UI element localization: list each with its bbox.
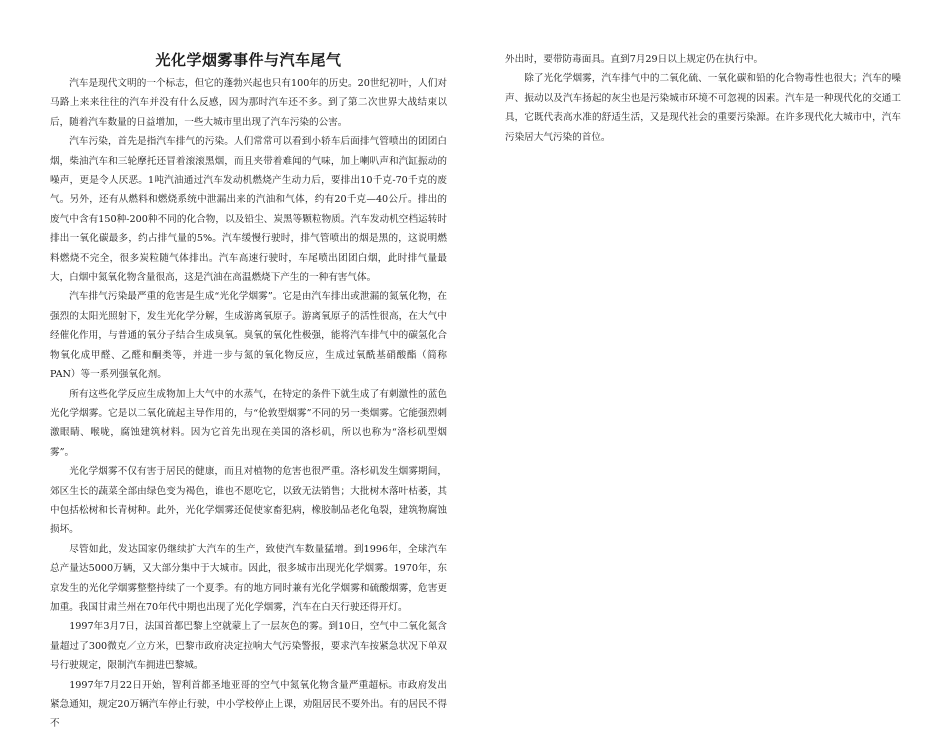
right-column bbox=[505, 50, 901, 147]
paragraph-6: 尽管如此，发达国家仍继续扩大汽车的生产，致使汽车数量猛增。到1996年，全球汽车总产量达5000万辆，又大部分集中于大城市。因此，很多城市出现光化学烟雾。1970年，东京发生的光化学烟雾整整持续了一个夏季。有的地方同时兼有光化学烟雾和硫酸烟雾，危害更加重。我国甘肃兰州在70年代中期也出现了光化学烟雾，汽车在白天行驶还得开灯。 bbox=[50, 543, 447, 613]
paragraph-1: 汽车是现代文明的一个标志，但它的蓬勃兴起也只有100年的历史。20世纪初叶，人们对马路上来来往往的汽车并没有什么反感，因为那时汽车还不多。到了第二次世界大战结束以后，随着汽车数量的日益增加，一些大城市里出现了汽车污染的公害。 bbox=[50, 78, 447, 128]
paragraph-8: 1997年7月22日开始，智利首都圣地亚哥的空气中氮氧化物含量严重超标。市政府发出紧急通知，规定20万辆汽车停止行驶，中小学校停止上课，劝阻居民不要外出。有的居民不得不 bbox=[50, 679, 447, 730]
paragraph-8-continued: 外出时，要带防毒面具。直到7月29日以上规定仍在执行中。 bbox=[505, 54, 764, 65]
left-column bbox=[50, 50, 447, 734]
paragraph-2: 汽车污染，首先是指汽车排气的污染。人们常常可以看到小轿车后面排气管喷出的团团白烟，柴油汽车和三轮摩托还冒着滚滚黑烟，而且夹带着难闻的气味，加上喇叭声和汽缸振动的噪声，更是令人厌恶。1吨汽油通过汽车发动机燃烧产生动力后，要排出10千克-70千克的废气。另外，还有从燃料和燃烧系统中泄漏出来的汽油和气体，约有20千克—40公斤。排出的废气中含有150种-200种不同的化合物，以及铅尘、炭黑等颗粒物质。汽车发动机空档运转时排出一氧化碳最多，约占排气量的5%。汽车缓慢行驶时，排气管喷出的烟是黑的，这说明燃料燃烧不完全，很多炭粒随气体排出。汽车高速行驶时，车尾喷出团团白烟，此时排气量最大，白烟中氮氧化物含量很高，这是汽油在高温燃烧下产生的一种有害气体。 bbox=[50, 136, 447, 284]
paragraph-4: 所有这些化学反应生成物加上大气中的水蒸气，在特定的条件下就生成了有刺激性的蓝色光化学烟雾。它是以二氧化硫起主导作用的，与“伦敦型烟雾”不同的另一类烟雾。它能强烈刺激眼睛、喉咙，腐蚀建筑材料。因为它首先出现在美国的洛杉矶，所以也称为“洛杉矶型烟雾”。 bbox=[50, 388, 447, 458]
paragraph-5: 光化学烟雾不仅有害于居民的健康，而且对植物的危害也很严重。洛杉矶发生烟雾期间，郊区生长的蔬菜全部由绿色变为褐色，谁也不愿吃它，以致无法销售；大批树木落叶枯萎，其中包括松树和长青树种。此外，光化学烟雾还促使家畜犯病，橡胶制品老化龟裂，建筑物腐蚀损坏。 bbox=[50, 466, 447, 536]
paragraph-9: 除了光化学烟雾，汽车排气中的二氧化硫、一氧化碳和铅的化合物毒性也很大；汽车的噪声、振动以及汽车扬起的灰尘也是污染城市环境不可忽视的因素。汽车是一种现代化的交通工具，它既代表高水准的舒适生活，又是现代社会的重要污染源。在许多现代化大城市中，汽车污染居大气污染的首位。 bbox=[505, 73, 901, 143]
paragraph-3: 汽车排气污染最严重的危害是生成“光化学烟雾”。它是由汽车排出或泄漏的氮氧化物，在强烈的太阳光照射下，发生光化学分解，生成游离氧原子。游离氧原子的活性很高，在大气中经催化作用，与普通的氧分子结合生成臭氧。臭氧的氧化性极强，能将汽车排气中的碳氢化合物氧化成甲醛、乙醛和酮类等，并进一步与氮的氧化物反应，生成过氧酰基硝酸酯（简称PAN）等一系列强氧化剂。 bbox=[50, 291, 447, 381]
document-title: 光化学烟雾事件与汽车尾气 bbox=[155, 51, 342, 69]
paragraph-7: 1997年3月7日，法国首都巴黎上空就蒙上了一层灰色的雾。到10日，空气中二氧化氮含量超过了300微克／立方米，巴黎市政府决定拉响大气污染警报，要求汽车按紧急状况下单双号行驶规定，限制汽车拥进巴黎城。 bbox=[50, 621, 447, 672]
